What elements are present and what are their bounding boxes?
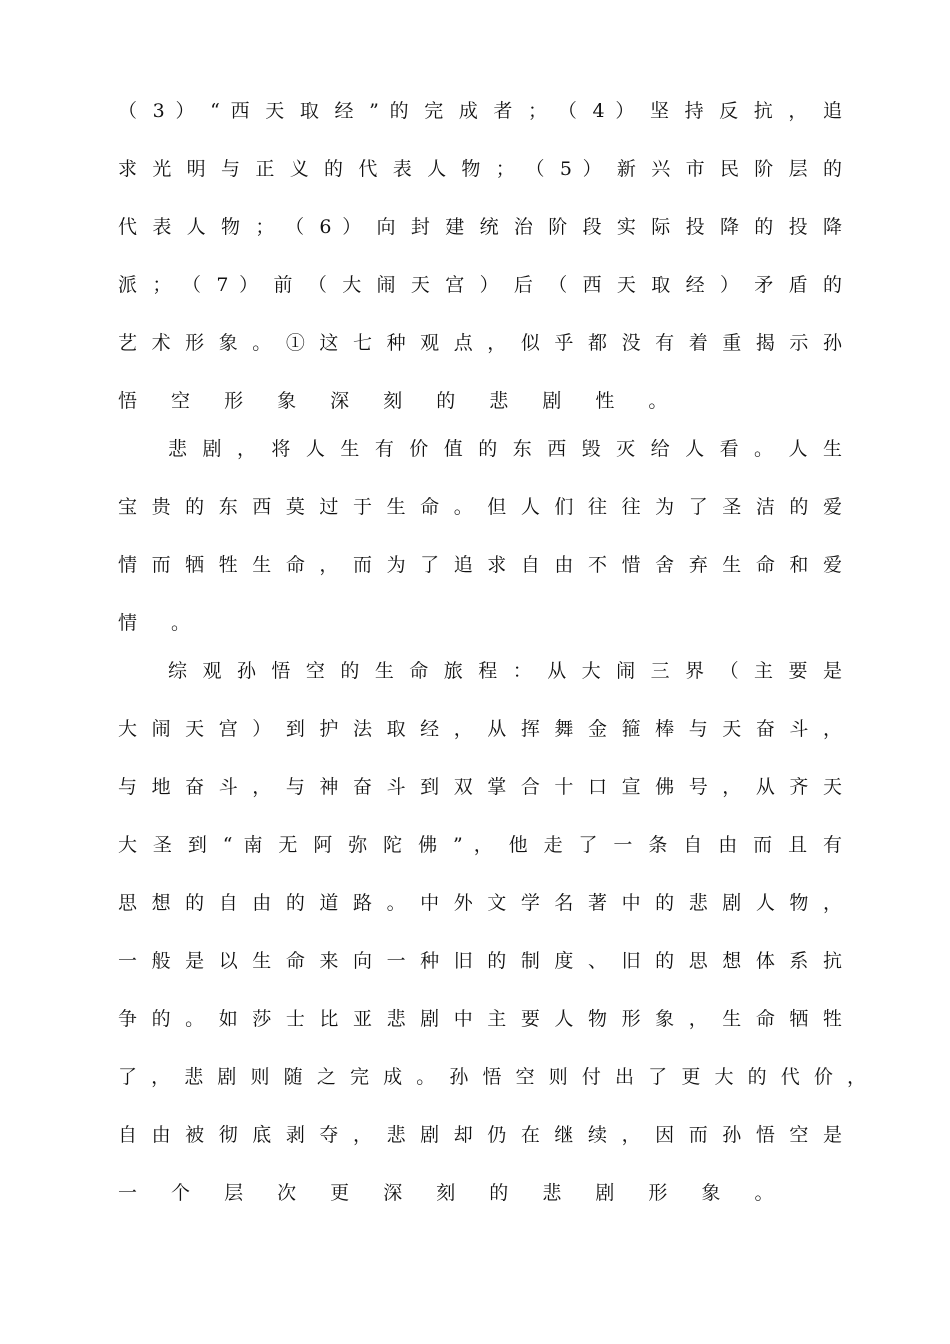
text-line: 宝 贵 的 东 西 莫 过 于 生 命 。 但 人 们 往 往 为 了 圣 洁 的 爱 (118, 496, 842, 518)
text-line: 艺 术 形 象 。 ① 这 七 种 观 点 ， 似 乎 都 没 有 着 重 揭 示 孙 (118, 332, 842, 354)
text-line: 悟 空 形 象 深 刻 的 悲 剧 性 。 (118, 390, 682, 412)
paragraph-first-line: 悲 剧 ， 将 人 生 有 价 值 的 东 西 毁 灭 给 人 看 。 人 生 (168, 438, 842, 460)
paragraph-first-line: 综 观 孙 悟 空 的 生 命 旅 程 ： 从 大 闹 三 界 （ 主 要 是 (168, 660, 842, 682)
text-line: 大 圣 到 “ 南 无 阿 弥 陀 佛 ” ， 他 走 了 一 条 自 由 而 且 有 (118, 834, 842, 856)
text-line: 派 ； （ 7 ） 前 （ 大 闹 天 宫 ） 后 （ 西 天 取 经 ） 矛 盾 的 (118, 274, 842, 296)
text-line: 大 闹 天 宫 ） 到 护 法 取 经 ， 从 挥 舞 金 箍 棒 与 天 奋 斗 ， (118, 718, 842, 740)
text-line: 求 光 明 与 正 义 的 代 表 人 物 ； （ 5 ） 新 兴 市 民 阶 层 的 (118, 158, 842, 180)
text-line: 一 般 是 以 生 命 来 向 一 种 旧 的 制 度 、 旧 的 思 想 体 系 抗 (118, 950, 842, 972)
text-line: 情 而 牺 牲 生 命 ， 而 为 了 追 求 自 由 不 惜 舍 弃 生 命 和 爱 (118, 554, 842, 576)
text-line: 争 的 。 如 莎 士 比 亚 悲 剧 中 主 要 人 物 形 象 ， 生 命 牺 牲 (118, 1008, 842, 1030)
text-line: 一 个 层 次 更 深 刻 的 悲 剧 形 象 。 (118, 1182, 788, 1204)
text-line: 代 表 人 物 ； （ 6 ） 向 封 建 统 治 阶 段 实 际 投 降 的 投 降 (118, 216, 842, 238)
text-line: 了 ， 悲 剧 则 随 之 完 成 。 孙 悟 空 则 付 出 了 更 大 的 代 价 ， (118, 1066, 866, 1088)
text-line: （ 3 ） “ 西 天 取 经 ” 的 完 成 者 ； （ 4 ） 坚 持 反 抗 ， 追 (118, 100, 842, 122)
text-line: 自 由 被 彻 底 剥 夺 ， 悲 剧 却 仍 在 继 续 ， 因 而 孙 悟 空 是 (118, 1124, 842, 1146)
text-line: 思 想 的 自 由 的 道 路 。 中 外 文 学 名 著 中 的 悲 剧 人 物 ， (118, 892, 842, 914)
text-line: 与 地 奋 斗 ， 与 神 奋 斗 到 双 掌 合 十 口 宣 佛 号 ， 从 齐 天 (118, 776, 842, 798)
text-line: 情 。 (118, 612, 205, 634)
